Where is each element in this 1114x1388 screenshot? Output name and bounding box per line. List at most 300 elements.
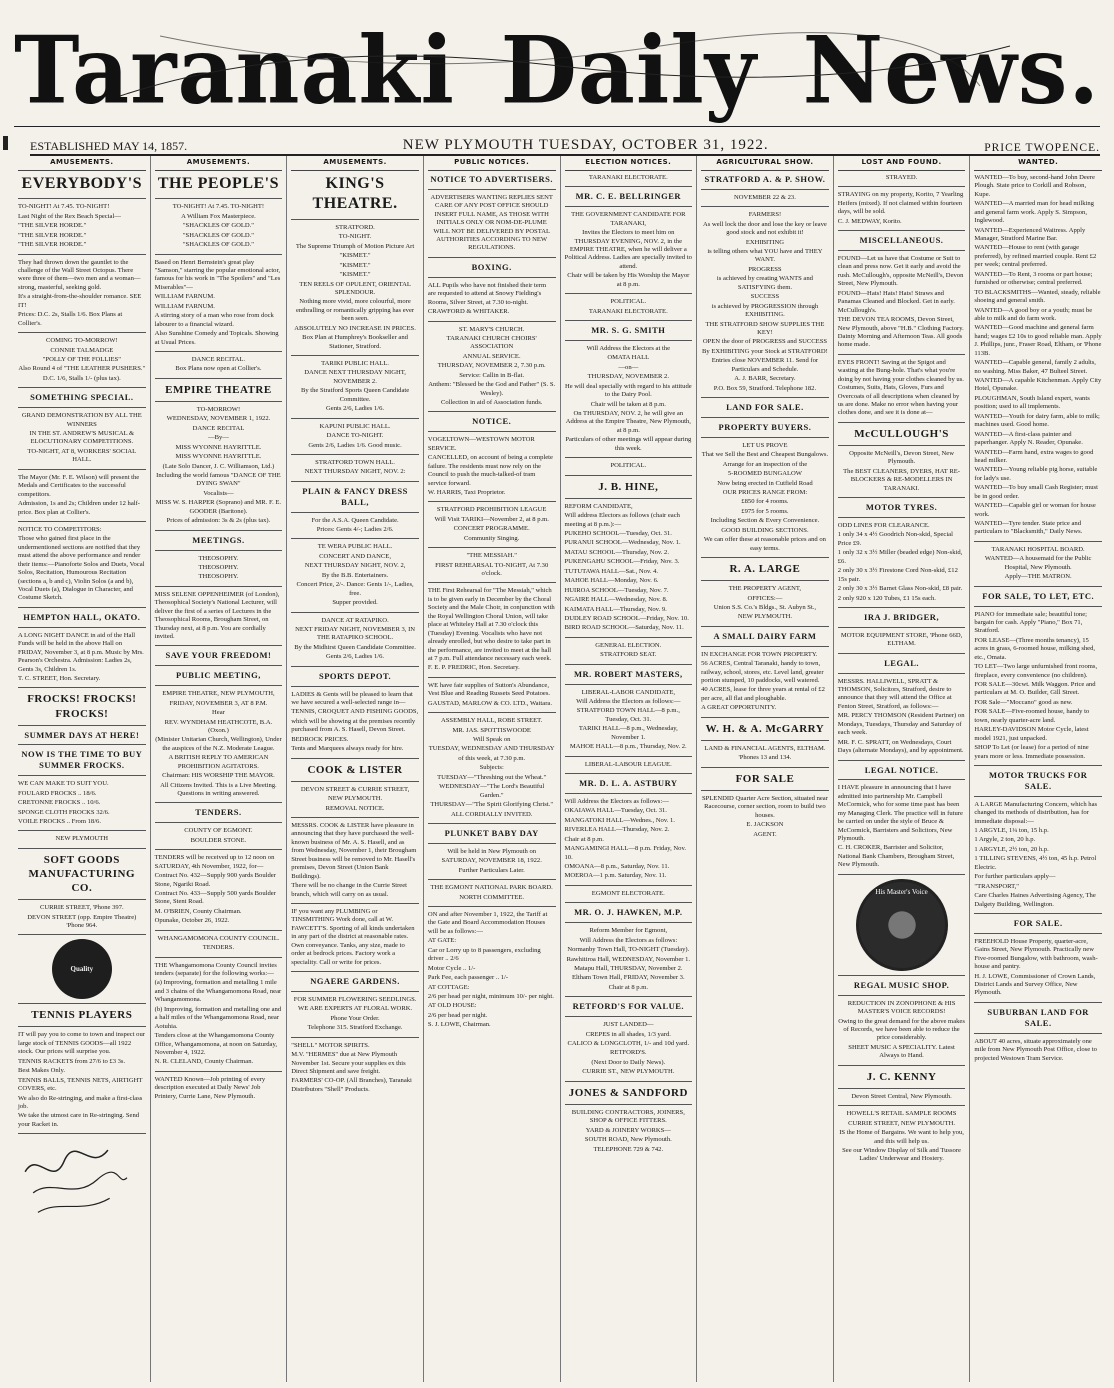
ad-divider [291, 1037, 419, 1038]
ad-line: WANTED—A housemaid for the Public Hospital, New Plymouth. [984, 555, 1092, 571]
ad-line: YARD & JOINERY WORKS— [585, 1126, 671, 1134]
ad-line: Last Night of the Rex Beach Special— [18, 212, 121, 220]
ad-line: FRIDAY, NOVEMBER 3, AT 8 P.M. [169, 699, 268, 707]
ad-line: POLITICAL. [610, 298, 647, 306]
ad-line: THEOSOPHY. [198, 563, 239, 571]
ad-line: GRAND DEMONSTRATION BY ALL THE WINNERS [21, 412, 142, 428]
ad-line: A LARGE Manufacturing Concern, which has changed its methods of distribution, has for immediate disposal:— [974, 800, 1098, 825]
column-6 [697, 156, 834, 1382]
ad-line: Anthem: "Blessed be the God and Father" (S. S. Wesley). [428, 381, 556, 397]
ad-divider [155, 254, 283, 255]
ad-line: MR. F. C. SPRATT, on Wednesdays, Court Days (alternate Mondays), and by appointment. [837, 738, 964, 755]
ad-line: We take the utmost care in Re-stringing. Send your Racket in. [18, 1112, 140, 1128]
ad-body [565, 689, 693, 752]
ad-line: Chair will be taken by His Worship the Mayor at 8 p.m. [567, 272, 690, 288]
ad-line: WEDNESDAY, NOVEMBER 1, 1922. [166, 415, 271, 423]
ad-title: RETFORD'S FOR VALUE. [572, 1001, 685, 1012]
ad-line: TENDERS will be received up to 12 noon on SATURDAY, 4th November, 1922, for— [154, 854, 275, 870]
ad-divider [155, 198, 283, 199]
ad-line: COMING TO-MORROW! [45, 337, 118, 345]
ad-divider [18, 848, 146, 849]
ad-line: MESSRS. COOK & LISTER have pleasure in announcing that they have purchased the well-known business of Mr. A. S. Hasell, and as from Wednesday, November 1, their Brougham Street business will be removed to Mr. Hasell's premises, Devon Street (Union Bank Buildings). [291, 822, 417, 880]
ad-line: A LONG NIGHT DANCE in aid of the Hall Funds will be held in the above Hall on FRIDAY, November 3, at 8 p.m. Music by Mrs. Pearson's Orchestra. Admission: Ladies 2s, Gents 3s, Children 1s. [18, 631, 144, 673]
column-heading: LOST AND FOUND. [838, 156, 966, 171]
ad-line: "SHACKLES OF GOLD." [182, 222, 255, 230]
ad-line: P.O. Box 59, Stratford. Telephone 182. [713, 384, 817, 392]
ad-divider [701, 740, 829, 741]
ad-divider [18, 934, 146, 935]
ad-divider [291, 481, 419, 482]
ad-body [155, 203, 283, 249]
ad-line: PURANUI SCHOOL—Wednesday, Nov. 1. [564, 539, 681, 547]
ad-line: VOILE FROCKS .. From 18/6. [18, 817, 101, 825]
ad-divider [428, 189, 556, 190]
ad-body [428, 682, 556, 708]
ad-divider [701, 417, 829, 418]
ad-line: A BRITISH REPLY TO AMERICAN PROHIBITION AGITATORS. [168, 754, 269, 770]
ad-divider [428, 582, 556, 583]
ad-divider [838, 1088, 966, 1089]
ad-line: CANCELLED, on account of being a complete failure. The residents must now rely on the Council to push the much-talked-of tram service forward. [427, 454, 553, 487]
ad-line: NOTICE TO COMPETITORS: [18, 525, 102, 533]
ad-line: THURSDAY, NOVEMBER 2. [587, 373, 669, 381]
ad-body [701, 211, 829, 393]
column-heading: ELECTION NOTICES. [565, 156, 693, 171]
ad-line: ABOUT 40 acres, situate approximately one mile from New Plymouth Post Office, close to projected Westown Tram Service. [974, 1037, 1097, 1062]
ad-divider [155, 530, 283, 531]
ad-line: Best Makes Only. [18, 1067, 66, 1075]
ad-divider [18, 1133, 146, 1134]
ad-line: FOR LEASE—(Three months tenancy), 15 acres in grass, 6-roomed house, milking shed, etc., Omata. [974, 636, 1096, 661]
ad-body [565, 761, 693, 769]
ad-divider [838, 653, 966, 654]
ad-line: As well lock the door and lose the key or leave good stock and not exhibit it! [703, 220, 827, 237]
ad-title: FOR SALE. [1013, 917, 1063, 928]
ad-divider [428, 823, 556, 824]
ad-divider [155, 930, 283, 931]
ad-line: FOULARD FROCKS .. 18/6. [18, 789, 97, 797]
ad-line: We also do Re-stringing, and make a first-class job. [18, 1094, 143, 1110]
ad-line: WE CAN MAKE TO SUIT YOU. [18, 780, 109, 788]
ad-body [428, 717, 556, 819]
ad-line: GAUSTAD, MARLOW & CO. LTD., Waitara. [427, 699, 552, 707]
gramophone-record-emblem: His Master's Voice [856, 879, 948, 971]
ad-line: 1 only 34 x 4½ Goodrich Non-skid, Special Price £9. [837, 531, 953, 547]
ad-line: THEOSOPHY. [198, 554, 239, 562]
ad-body [291, 517, 419, 535]
ad-line: THE Whangamomona County Council invites tenders (separate) for the following works:— [154, 961, 277, 977]
ad-divider [838, 975, 966, 976]
ad-line: TARANAKI CHURCH CHOIRS' ASSOCIATION [446, 334, 537, 351]
ad-line: TENDERS. [202, 944, 235, 952]
ad-line: Opposite McNeill's, Devon Street, New Plymouth. [849, 449, 954, 466]
ad-body [565, 211, 693, 289]
ad-line: "THE SILVER HORDE." [18, 222, 87, 230]
ad-line: Admission, 1s and 2s; Children under 12 half-price. Box plan at Collier's. [18, 500, 140, 516]
ad-line: 1 TILLING STEVENS, 4½ ton, 45 h.p. Petrol Electric. [974, 855, 1097, 871]
ad-body [838, 450, 966, 493]
ad-line: PIANO for immediate sale; beautiful tone; bargain for cash. Apply "Piano," Box 71, Stratford. [974, 610, 1087, 635]
ad-line: Arrange for an inspection of the [722, 460, 808, 468]
ad-line: SPONGE CLOTH FROCKS 32/6. [18, 808, 110, 816]
masthead [14, 14, 1100, 127]
ad-line: Community Singing. [464, 534, 520, 542]
ad-line: 1 Argyle, 2 ton, 20 h.p. [974, 836, 1036, 844]
column-area [14, 156, 1106, 1382]
ad-line: WANTED—House to rent (with garage preferred), by refined married couple. Rent £2 per week; central preferred. [974, 244, 1097, 269]
ad-line: FARMERS! [748, 211, 782, 219]
ad-line: MISS WYONNE HAYRITTLE. [175, 443, 262, 451]
ad-divider [838, 250, 966, 251]
column-heading: PUBLIC NOTICES. [428, 156, 556, 171]
ad-line: Owing to the great demand for the above makes of Records, we have been able to reduce the price considerably. [838, 1017, 965, 1042]
ad-line: STRATFORD TOWN HALL. [315, 458, 395, 466]
ad-line: On THURSDAY, NOV. 2, he will give an Address at the Empire Theatre, New Plymouth, at 8 p.m. [565, 410, 691, 434]
ad-line: Including Section & Every Convenience. [710, 517, 820, 525]
ad-line: THE First Rehearsal for "The Messiah," which is to be given early in December by the Choral Society and the Male Choir, in conjunction with the Royal Wellington Choral Union, will take place at Whiteley Hall at 7.30 o'clock this (Tuesday) Evening. Vocalists who have not already enrolled, but who desire to take part in the performance, are invited to meet at the hall at 7 p.m. Full attendance necessary each week. [427, 587, 555, 662]
ad-line: TO-MORROW! [196, 405, 241, 413]
ad-line: LIBERAL-LABOUR LEAGUE. [584, 760, 672, 768]
ad-body [565, 503, 693, 633]
ad-line: S. J. LOWE, Chairman. [427, 1021, 491, 1029]
ad-line: He will deal specially with regard to his attitude to the Dairy Pool. [564, 382, 692, 399]
ad-line: TARIKI PUBLIC HALL. [321, 360, 389, 368]
ad-title: STRATFORD A. & P. SHOW. [704, 173, 826, 184]
ad-body [291, 908, 419, 967]
ad-divider [565, 793, 693, 794]
ad-title: J. B. HINE, [598, 480, 659, 493]
ad-title: REGAL MUSIC SHOP. [853, 979, 950, 990]
ad-divider [565, 996, 693, 997]
ad-title: EMPIRE THEATRE [165, 383, 272, 396]
ad-line: Phone Your Order. [330, 1014, 380, 1022]
ad-line: Supper provided. [332, 599, 378, 607]
ad-line: TO-NIGHT, AT 8, WORKERS' SOCIAL HALL. [27, 447, 137, 464]
ad-line: FIRST REHEARSAL TO-NIGHT, At 7.30 o'clock. [435, 561, 549, 578]
ad-line: "SHACKLES OF GOLD." [182, 241, 255, 249]
ad-line: STRATFORD SEAT. [600, 651, 657, 659]
ad-line: Chair at 8 p.m. [608, 983, 648, 991]
ad-line: DANCE NEXT THURSDAY NIGHT, NOVEMBER 2. [304, 369, 406, 385]
ad-title: NOTICE. [472, 416, 512, 427]
ad-line: Those who gained first place in the undermentioned sections are notified that they must attend the above performance and render their items:—Pianoforte Solos and Duets, Vocal Solos, Recitation, Humourous Recitation (sections a, b and c), Violin Solos (a and b), Vocal Duets (a), Dialogue in Character, and Costume Sketch. [18, 535, 145, 602]
ad-divider [18, 627, 146, 628]
ad-line: £850 for 4 rooms. [741, 498, 789, 506]
ad-body [291, 617, 419, 662]
ad-body [18, 835, 146, 843]
column-heading: AGRICULTURAL SHOW. [701, 156, 829, 171]
ad-title: J. C. KENNY [866, 1070, 937, 1083]
ad-line: DANCE RECITAL. [191, 355, 246, 363]
ad-body [974, 801, 1102, 909]
ad-title: McCULLOUGH'S [854, 427, 949, 440]
ad-divider [18, 254, 146, 255]
ad-body [838, 1093, 966, 1101]
ad-line: MISS W. S. HARPER (Soprano) and MR. F. E. GOODER (Baritone). [155, 499, 282, 515]
ad-line: Tenders close at the Whangamomona County Office, Whangamomona, at noon on Saturday, November 4, 1922. [154, 1032, 278, 1056]
ad-title: PROPERTY BUYERS. [718, 421, 812, 432]
ad-line: KAPUNI PUBLIC HALL. [319, 422, 391, 430]
ad-line: DANCE RECITAL [192, 424, 245, 432]
ad-line: IN EXCHANGE FOR TOWN PROPERTY. [701, 650, 818, 658]
ad-title: PLAIN & FANCY DRESS BALL, [302, 485, 408, 507]
ad-body [428, 587, 556, 672]
ad-line: ODD LINES FOR CLEARANCE. [837, 522, 930, 530]
ad-line: "TRANSPORT," [974, 882, 1019, 890]
ad-body [428, 884, 556, 902]
ad-divider [565, 1081, 693, 1082]
ad-title: PUBLIC MEETING, [175, 670, 261, 681]
ad-line: is achieved by creating WANTS and SATISFYING them. [716, 275, 813, 291]
ad-line: TO-NIGHT! At 7.45. TO-NIGHT! [18, 203, 110, 211]
ad-line: (a) Improving, formation and metalling 1 mile and 3 chains of the Whangamomona Road, near Whangamomona. [154, 979, 282, 1004]
ad-divider [155, 802, 283, 803]
ad-divider [18, 332, 146, 333]
ad-line: FOR SUMMER FLOWERING SEEDLINGS. [293, 995, 417, 1003]
ad-divider [838, 1065, 966, 1066]
ad-body [18, 337, 146, 383]
ad-title: MISCELLANEOUS. [859, 235, 944, 246]
ad-divider [155, 665, 283, 666]
ad-line: STRAYING on my property, Korito, 7 Yearling Heifers (mixed). If not claimed within fourteen days, will be sold. [837, 191, 964, 216]
ad-divider [291, 758, 419, 759]
ad-line: MESSRS. HALLIWELL, SPRATT & THOMSON, Solicitors, Stratford, desire to announce that they will attend the Office at Fenton Street, Stratford, as follows:— [837, 677, 952, 710]
ad-line: TENNIS, CROQUET AND FISHING GOODS, [291, 708, 419, 716]
established-note: ESTABLISHED MAY 14, 1857. [30, 139, 188, 153]
ad-line: WANTED—Young reliable pig horse, suitable for lady's use. [974, 466, 1098, 482]
column-heading: AMUSEMENTS. [291, 156, 419, 171]
ad-body [565, 298, 693, 316]
ad-line: TUTUTAWA HALL—Sat., Nov. 4. [564, 567, 659, 575]
ad-line: £975 for 5 rooms. [741, 507, 789, 515]
ad-line: ST. MARY'S CHURCH. [458, 325, 525, 333]
ad-divider [838, 445, 966, 446]
ad-line: MAHOE HALL—Monday, Nov. 6. [564, 577, 659, 585]
ad-line: It's a straight-from-the-shoulder romance. SEE IT! [18, 293, 142, 309]
ad-line: is telling others what YOU have and THEY WANT. [707, 248, 823, 264]
ad-divider [974, 933, 1102, 934]
ad-divider [565, 1016, 693, 1017]
ad-body [18, 412, 146, 465]
ad-divider [565, 186, 693, 187]
ad-body [974, 1038, 1102, 1063]
ad-body [18, 474, 146, 517]
ad-line: Will Address the Electors as follows:— [564, 797, 669, 805]
ad-divider [291, 666, 419, 667]
ad-line: EXHIBITING [745, 238, 784, 246]
ad-divider [838, 186, 966, 187]
ad-line: WANTED—A capable Kitchenman. Apply City Hotel, Opunake. [974, 377, 1102, 393]
ad-line: Collection in aid of Association funds. [440, 399, 543, 407]
ad-line: Opunake, October 26, 1922. [154, 917, 230, 925]
ad-divider [974, 586, 1102, 587]
ad-line: STRATFORD TOWN HALL—8 p.m., Tuesday, Oct. 31. [576, 707, 680, 723]
ad-line: GENERAL ELECTION. [595, 641, 662, 649]
ad-line: MAHOE HALL—8 p.m., Thursday, Nov. 2. [569, 743, 687, 751]
ad-line: NOVEMBER 22 & 23. [733, 193, 796, 201]
ad-line: FOR SALE—30cwt. Milk Waggon. Price and particulars at M. O. Builder, Gill Street. [974, 681, 1096, 697]
ad-line: CURRIE STREET, 'Phone 397. [39, 904, 124, 912]
ad-body [701, 585, 829, 622]
ad-line: Prices: Gents 4/-; Ladies 2/6. [316, 526, 394, 534]
ad-line: MISS SELENE OPPENHEIMER (of London), Theosophical Society's National Lecturer, will deliver the first of a series of Lectures in the Theosophical Rooms, Brougham Street, on Thursday next, at 8 p.m. You are cordially invited. [154, 590, 280, 640]
ad-line: NEW PLYMOUTH. [737, 613, 793, 621]
ad-divider [18, 830, 146, 831]
ad-line: Union S.S. Co.'s Bldgs., St. Aubyn St., [713, 603, 817, 611]
ad-divider [291, 512, 419, 513]
ad-title: IRA J. BRIDGER, [864, 611, 940, 622]
ad-line: Concert Price, 2/-. Dance: Gents 1/-, Ladies, free. [296, 581, 414, 597]
ad-divider [838, 673, 966, 674]
ad-line: 1 only 32 x 3½ Miller (beaded edge) Non-skid, £6. [837, 549, 963, 565]
ad-body [974, 174, 1102, 537]
ad-line: Prices of admission: 3s & 2s (plus tax). [166, 517, 271, 525]
ad-divider [701, 790, 829, 791]
ad-line: ADVERTISERS WANTING REPLIES SENT CARE OF ANY POST OFFICE SHOULD INSERT FULL NAME, AS THOSE WITH INITIALS ONLY OR NOM-DE-PLUME WILL NOT BE DELIVERED BY POSTAL AUTHORITIES ACCORDING TO NEW REGULATIONS. [430, 193, 553, 252]
ad-title: FROCKS! FROCKS! FROCKS! [27, 693, 137, 720]
ad-line: CREPES in all shades, 1/3 yard. [585, 1030, 671, 1038]
ad-line: Eltham Town Hall, FRIDAY, November 3. [572, 974, 685, 982]
ad-line: HARLEY-DAVIDSON Motor Cycle, latest model 1921, just unpacked. [974, 726, 1089, 742]
ad-line: The Mayor (Mr. F. E. Wilson) will present the Medals and Certificates to the successful competitors. [18, 473, 140, 498]
ad-divider [974, 606, 1102, 607]
ad-line: EGMONT ELECTORATE. [591, 889, 665, 897]
ad-body [838, 1110, 966, 1164]
ad-title: FOR SALE [735, 772, 795, 785]
ad-line: A stirring story of a man who rose from dock labourer to a financial wizard. [154, 312, 274, 328]
ad-body [838, 255, 966, 350]
ad-body [428, 506, 556, 543]
ad-divider [155, 849, 283, 850]
ad-body [155, 406, 283, 526]
ad-line: "POLLY OF THE FOLLIES" [42, 355, 121, 363]
ad-line: TO LET—Two large unfurnished front rooms, fireplace, every convenience (no children). [974, 663, 1098, 679]
ad-body [974, 546, 1102, 582]
ad-line: DEVON STREET (opp. Empire Theatre) 'Phone 964. [27, 913, 137, 929]
ad-divider [428, 501, 556, 502]
ad-line: BUILDING CONTRACTORS, JOINERS, SHOP & OFFICE FITTERS. [571, 1108, 685, 1125]
ad-line: MR. PERCY THOMSON (Resident Partner) on Mondays, Tuesdays, Thursday and Saturday of each week. [837, 712, 965, 737]
ad-divider [565, 922, 693, 923]
ad-divider [565, 684, 693, 685]
ad-line: N. R. CLELAND, County Chairman. [154, 1058, 254, 1066]
ad-body [701, 442, 829, 553]
ad-line: MANGATOKI HALL—Wednes., Nov. 1. [564, 816, 675, 824]
ad-body [291, 1042, 419, 1095]
ad-line: The BEST CLEANERS, DYERS, HAT RE-BLOCKERS & RE-MODELLERS IN TARANAKI. [843, 467, 960, 492]
ad-divider [838, 995, 966, 996]
ad-body [428, 848, 556, 875]
ad-line: GOOD BUILDING SECTIONS. [721, 526, 809, 534]
ad-line: SUCCESS [750, 293, 780, 301]
ad-line: By the Midhirst Queen Candidate Committee. [294, 643, 416, 651]
ad-line: Will Address the Electors as follows:— [576, 698, 681, 706]
ad-line: Based on Henri Bernstein's great play "Samson," starring the popular emotional actor, famous for his work in "The Spoilers" and "Les Miserables"— [154, 258, 281, 291]
ad-line: TUESDAY, WEDNESDAY AND THURSDAY [428, 745, 555, 753]
ad-divider [565, 320, 693, 321]
masthead-word-1: Taranaki [14, 15, 455, 125]
ad-line: C. H. CROKER, Barrister and Solicitor, National Bank Chambers, Brougham Street, New Plymouth. [837, 844, 955, 869]
ad-line: Particulars of other meetings will appear during this week. [565, 436, 692, 452]
ad-body [565, 1021, 693, 1077]
ad-title: NOTICE TO ADVERTISERS. [430, 173, 553, 184]
ad-line: Apply—THE MATRON. [1004, 573, 1072, 581]
ad-body [291, 360, 419, 414]
ad-line: DANCE AT RATAPIKO. [321, 616, 389, 624]
ad-line: Subjects: [479, 764, 504, 772]
ad-divider [155, 351, 283, 352]
ad-divider [565, 773, 693, 774]
ad-line: STRATFORD. [335, 223, 375, 231]
ad-line: THE STRATFORD SHOW SUPPLIES THE KEY! [705, 320, 825, 336]
ad-line: By the B.B. Entertainers. [321, 571, 389, 579]
ad-body [838, 359, 966, 418]
ad-title: A SMALL DAIRY FARM [713, 630, 817, 641]
ad-line: MANGAMINGI HALL—8 p.m. Friday, Nov. 10. [564, 845, 686, 861]
ad-line: SHOP To Let (or lease) for a period of nine years more or less. Immediate possession. [974, 744, 1089, 760]
ad-body [428, 194, 556, 253]
ad-body [155, 827, 283, 845]
ad-line: WHANGAMOMONA COUNTY COUNCIL. [157, 934, 280, 942]
ad-title: KING'S THEATRE. [312, 174, 398, 213]
ad-divider [701, 646, 829, 647]
ad-line: TARANAKI ELECTORATE. [588, 307, 668, 315]
column-3 [287, 156, 424, 1382]
dateline [30, 128, 1100, 156]
ad-line: Matapu Hall, THURSDAY, November 2. [574, 964, 683, 972]
ad-divider [291, 219, 419, 220]
ad-divider [838, 607, 966, 608]
ad-divider [155, 401, 283, 402]
column-heading: AMUSEMENTS. [155, 156, 283, 171]
ad-line: W. HARRIS, Taxi Proprietor. [427, 488, 506, 496]
ad-line: Entries close NOVEMBER 11. Send for Particulars and Schedule. [711, 357, 819, 373]
ad-line: By EXHIBITING your Stock at STRATFORD! [702, 347, 828, 355]
ad-line: WANTED—Tyre tender. State price and particulars to "Blacksmith," Daily News. [974, 520, 1083, 536]
margin-mark [3, 136, 8, 150]
ad-divider [291, 971, 419, 972]
ad-title: SPORTS DEPOT. [318, 670, 392, 681]
ad-line: BEDROCK PRICES. [291, 735, 349, 743]
ad-divider [701, 767, 829, 768]
ad-divider [838, 779, 966, 780]
ad-line: CALICO & LONGCLOTH, 1/- and 10d yard. [567, 1040, 690, 1048]
ad-title: EVERYBODY'S [21, 174, 143, 192]
ad-line: CURRIE STREET, NEW PLYMOUTH. [848, 1119, 956, 1127]
ad-title: THE PEOPLE'S [157, 174, 279, 192]
ad-title: TENNIS PLAYERS [31, 1009, 133, 1022]
ad-line: PUKEHO SCHOOL—Tuesday, Oct. 31. [564, 530, 672, 538]
ad-line: T. C. STREET, Hon. Secretary. [18, 674, 101, 682]
column-7 [834, 156, 971, 1382]
ad-line: By the Stratford Sports Queen Candidate Committee. [300, 387, 410, 403]
ad-line: OFFICES:— [747, 594, 783, 602]
ad-line: WANTED—Farm hand, extra wages to good head milker. [974, 448, 1094, 464]
ad-line: CRAWFORD & WHITAKER. [427, 308, 510, 316]
ad-line: FARMERS' CO-OP. (All Branches), Taranaki Distributors "Shell" Products. [291, 1077, 412, 1093]
ad-line: CURRIE ST., NEW PLYMOUTH. [582, 1068, 675, 1076]
ad-divider [701, 557, 829, 558]
ad-line: Box Plan at Humphrey's Bookseller and Stationer, Stratford. [302, 334, 408, 350]
ad-line: OMATA HALL [607, 354, 650, 362]
ad-line: F. E. P. FREDRIC, Hon. Secretary. [427, 664, 520, 672]
ad-divider [428, 547, 556, 548]
ad-line: Including the world famous "DANCE OF THE DYING SWAN" [156, 472, 281, 488]
ad-body [838, 678, 966, 756]
ad-line: WE have fair supplies of Sutton's Abundance, Vest Blue and Reading Russets Seed Potatoes. [427, 681, 551, 698]
ad-body [291, 996, 419, 1033]
ad-line: 5-ROOMED BUNGALOW [727, 470, 803, 478]
